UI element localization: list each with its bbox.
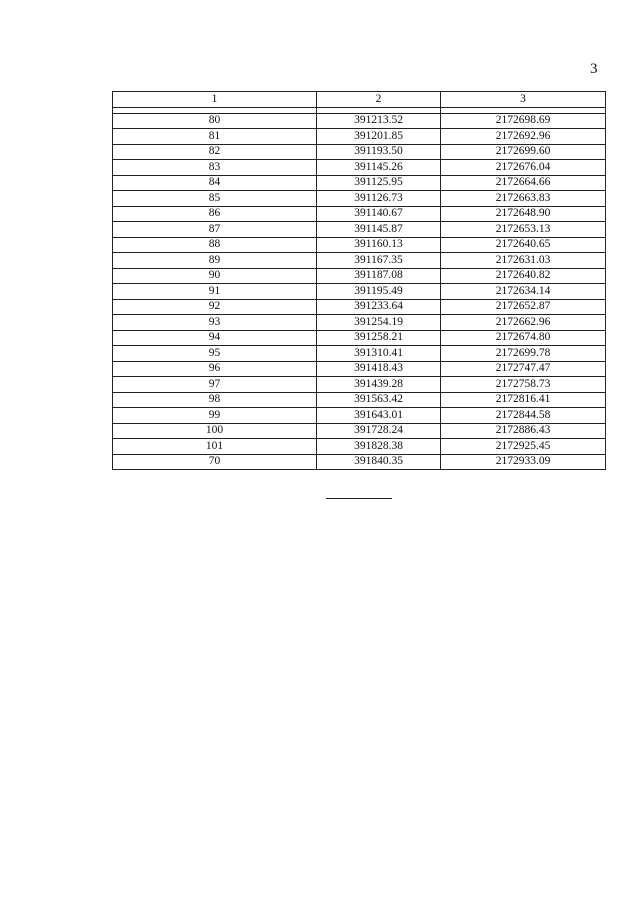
- x-coordinate-cell: 391125.95: [317, 175, 441, 191]
- point-number-cell: 94: [113, 330, 317, 346]
- table-body: [113, 107, 606, 470]
- y-coordinate-cell: 2172816.41: [441, 392, 606, 408]
- table-row: [113, 160, 606, 176]
- x-coordinate-cell: 391195.49: [317, 284, 441, 300]
- point-number-cell: 91: [113, 284, 317, 300]
- column-header: 2: [317, 92, 441, 108]
- y-coordinate-cell: 2172692.96: [441, 129, 606, 145]
- point-number-cell: 87: [113, 222, 317, 238]
- coordinates-table: [112, 91, 606, 470]
- table-row: [113, 361, 606, 377]
- x-coordinate-cell: 391160.13: [317, 237, 441, 253]
- y-coordinate-cell: 2172664.66: [441, 175, 606, 191]
- point-number-cell: 85: [113, 191, 317, 207]
- y-coordinate-cell: 2172640.82: [441, 268, 606, 284]
- point-number-cell: 81: [113, 129, 317, 145]
- point-number-cell: 101: [113, 439, 317, 455]
- table-row: [113, 284, 606, 300]
- y-coordinate-cell: 2172652.87: [441, 299, 606, 315]
- y-coordinate-cell: 2172648.90: [441, 206, 606, 222]
- point-number-cell: 93: [113, 315, 317, 331]
- end-of-document-rule: [326, 498, 392, 499]
- column-header: 3: [441, 92, 606, 108]
- x-coordinate-cell: 391258.21: [317, 330, 441, 346]
- table-row: [113, 299, 606, 315]
- table-row: [113, 144, 606, 160]
- x-coordinate-cell: 391145.26: [317, 160, 441, 176]
- point-number-cell: 89: [113, 253, 317, 269]
- point-number-cell: 98: [113, 392, 317, 408]
- page-number: 3: [590, 61, 598, 77]
- x-coordinate-cell: 391728.24: [317, 423, 441, 439]
- y-coordinate-cell: 2172933.09: [441, 454, 606, 470]
- table-row: [113, 377, 606, 393]
- x-coordinate-cell: 391167.35: [317, 253, 441, 269]
- x-coordinate-cell: 391193.50: [317, 144, 441, 160]
- table-row: [113, 237, 606, 253]
- x-coordinate-cell: 391310.41: [317, 346, 441, 362]
- x-coordinate-cell: 391563.42: [317, 392, 441, 408]
- table-row: [113, 408, 606, 424]
- table-row: [113, 330, 606, 346]
- y-coordinate-cell: 2172699.60: [441, 144, 606, 160]
- y-coordinate-cell: 2172758.73: [441, 377, 606, 393]
- header-row: [113, 92, 606, 108]
- x-coordinate-cell: 391140.67: [317, 206, 441, 222]
- y-coordinate-cell: 2172886.43: [441, 423, 606, 439]
- point-number-cell: 80: [113, 113, 317, 129]
- y-coordinate-cell: 2172663.83: [441, 191, 606, 207]
- y-coordinate-cell: 2172674.80: [441, 330, 606, 346]
- table-row: [113, 423, 606, 439]
- table-row: [113, 113, 606, 129]
- y-coordinate-cell: 2172640.65: [441, 237, 606, 253]
- point-number-cell: 92: [113, 299, 317, 315]
- table-row: [113, 129, 606, 145]
- point-number-cell: 95: [113, 346, 317, 362]
- x-coordinate-cell: 391126.73: [317, 191, 441, 207]
- table-row: [113, 253, 606, 269]
- y-coordinate-cell: 2172676.04: [441, 160, 606, 176]
- x-coordinate-cell: 391418.43: [317, 361, 441, 377]
- y-coordinate-cell: 2172844.58: [441, 408, 606, 424]
- point-number-cell: 88: [113, 237, 317, 253]
- table-row: [113, 439, 606, 455]
- y-coordinate-cell: 2172662.96: [441, 315, 606, 331]
- y-coordinate-cell: 2172699.78: [441, 346, 606, 362]
- y-coordinate-cell: 2172634.14: [441, 284, 606, 300]
- table-row: [113, 346, 606, 362]
- x-coordinate-cell: 391145.87: [317, 222, 441, 238]
- table-row: [113, 268, 606, 284]
- table-row: [113, 206, 606, 222]
- point-number-cell: 90: [113, 268, 317, 284]
- x-coordinate-cell: 391201.85: [317, 129, 441, 145]
- x-coordinate-cell: 391828.38: [317, 439, 441, 455]
- point-number-cell: 86: [113, 206, 317, 222]
- table-row: [113, 315, 606, 331]
- table-row: [113, 175, 606, 191]
- y-coordinate-cell: 2172747.47: [441, 361, 606, 377]
- x-coordinate-cell: 391233.64: [317, 299, 441, 315]
- point-number-cell: 84: [113, 175, 317, 191]
- x-coordinate-cell: 391254.19: [317, 315, 441, 331]
- table-row: [113, 222, 606, 238]
- point-number-cell: 100: [113, 423, 317, 439]
- table-row: [113, 191, 606, 207]
- table-row: [113, 392, 606, 408]
- table-row: [113, 454, 606, 470]
- point-number-cell: 99: [113, 408, 317, 424]
- column-header: 1: [113, 92, 317, 108]
- point-number-cell: 82: [113, 144, 317, 160]
- y-coordinate-cell: 2172653.13: [441, 222, 606, 238]
- x-coordinate-cell: 391840.35: [317, 454, 441, 470]
- y-coordinate-cell: 2172631.03: [441, 253, 606, 269]
- y-coordinate-cell: 2172698.69: [441, 113, 606, 129]
- point-number-cell: 97: [113, 377, 317, 393]
- point-number-cell: 70: [113, 454, 317, 470]
- point-number-cell: 83: [113, 160, 317, 176]
- x-coordinate-cell: 391187.08: [317, 268, 441, 284]
- x-coordinate-cell: 391643.01: [317, 408, 441, 424]
- x-coordinate-cell: 391213.52: [317, 113, 441, 129]
- x-coordinate-cell: 391439.28: [317, 377, 441, 393]
- point-number-cell: 96: [113, 361, 317, 377]
- y-coordinate-cell: 2172925.45: [441, 439, 606, 455]
